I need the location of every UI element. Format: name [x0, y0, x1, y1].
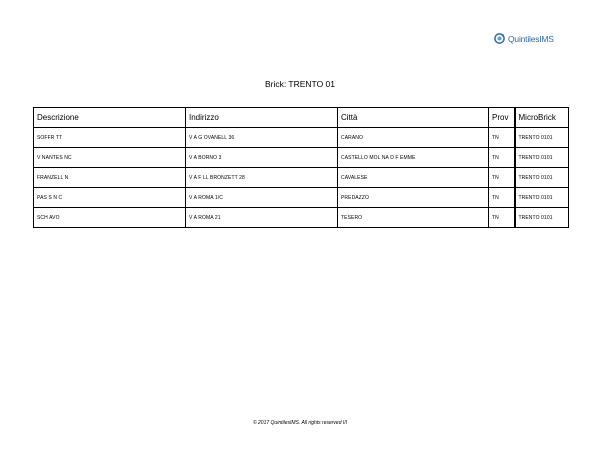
cell-indirizzo: V A F LL BRONZETT 28	[186, 168, 338, 188]
table-row	[34, 168, 569, 188]
cell-microbrick: TRENTO 0101	[515, 188, 569, 208]
cell-citta: CARANO	[338, 128, 489, 148]
table-header-row	[34, 108, 569, 128]
company-logo	[494, 33, 554, 44]
cell-descrizione: SOFFR TT	[34, 128, 186, 148]
cell-descrizione: V NANTES NC	[34, 148, 186, 168]
cell-citta: CASTELLO MOL NA D F EMME	[338, 148, 489, 168]
cell-prov: TN	[489, 168, 515, 188]
cell-microbrick: TRENTO 0101	[515, 168, 569, 188]
cell-indirizzo: V A ROMA 21	[186, 208, 338, 228]
column-header-indirizzo: Indirizzo	[186, 108, 338, 128]
copyright-footer: © 2017 QuintilesIMS. All rights reserved I/I	[252, 420, 348, 426]
cell-descrizione: FRANZELL N	[34, 168, 186, 188]
cell-indirizzo: V A ROMA 1/C	[186, 188, 338, 208]
cell-prov: TN	[489, 128, 515, 148]
column-header-microbrick: MicroBrick	[515, 108, 569, 128]
cell-prov: TN	[489, 148, 515, 168]
column-header-prov: Prov	[489, 108, 515, 128]
cell-descrizione: SCH AVO	[34, 208, 186, 228]
cell-indirizzo: V A G OVANELL 36	[186, 128, 338, 148]
logo-text: QuintilesIMS	[508, 33, 554, 44]
column-header-citta: Città	[338, 108, 489, 128]
column-header-descrizione: Descrizione	[34, 108, 186, 128]
cell-microbrick: TRENTO 0101	[515, 208, 569, 228]
brick-table	[33, 107, 569, 228]
cell-microbrick: TRENTO 0101	[515, 128, 569, 148]
cell-citta: PREDAZZO	[338, 188, 489, 208]
table-row	[34, 148, 569, 168]
cell-microbrick: TRENTO 0101	[515, 148, 569, 168]
table-row	[34, 208, 569, 228]
table-row	[34, 188, 569, 208]
cell-citta: CAVALESE	[338, 168, 489, 188]
cell-indirizzo: V A BORNO 3	[186, 148, 338, 168]
cell-citta: TESERO	[338, 208, 489, 228]
cell-prov: TN	[489, 208, 515, 228]
quintilesims-logo-icon	[494, 33, 505, 44]
cell-prov: TN	[489, 188, 515, 208]
cell-descrizione: PAS S N C	[34, 188, 186, 208]
table-row	[34, 128, 569, 148]
page-title: Brick: TRENTO 01	[264, 79, 336, 89]
